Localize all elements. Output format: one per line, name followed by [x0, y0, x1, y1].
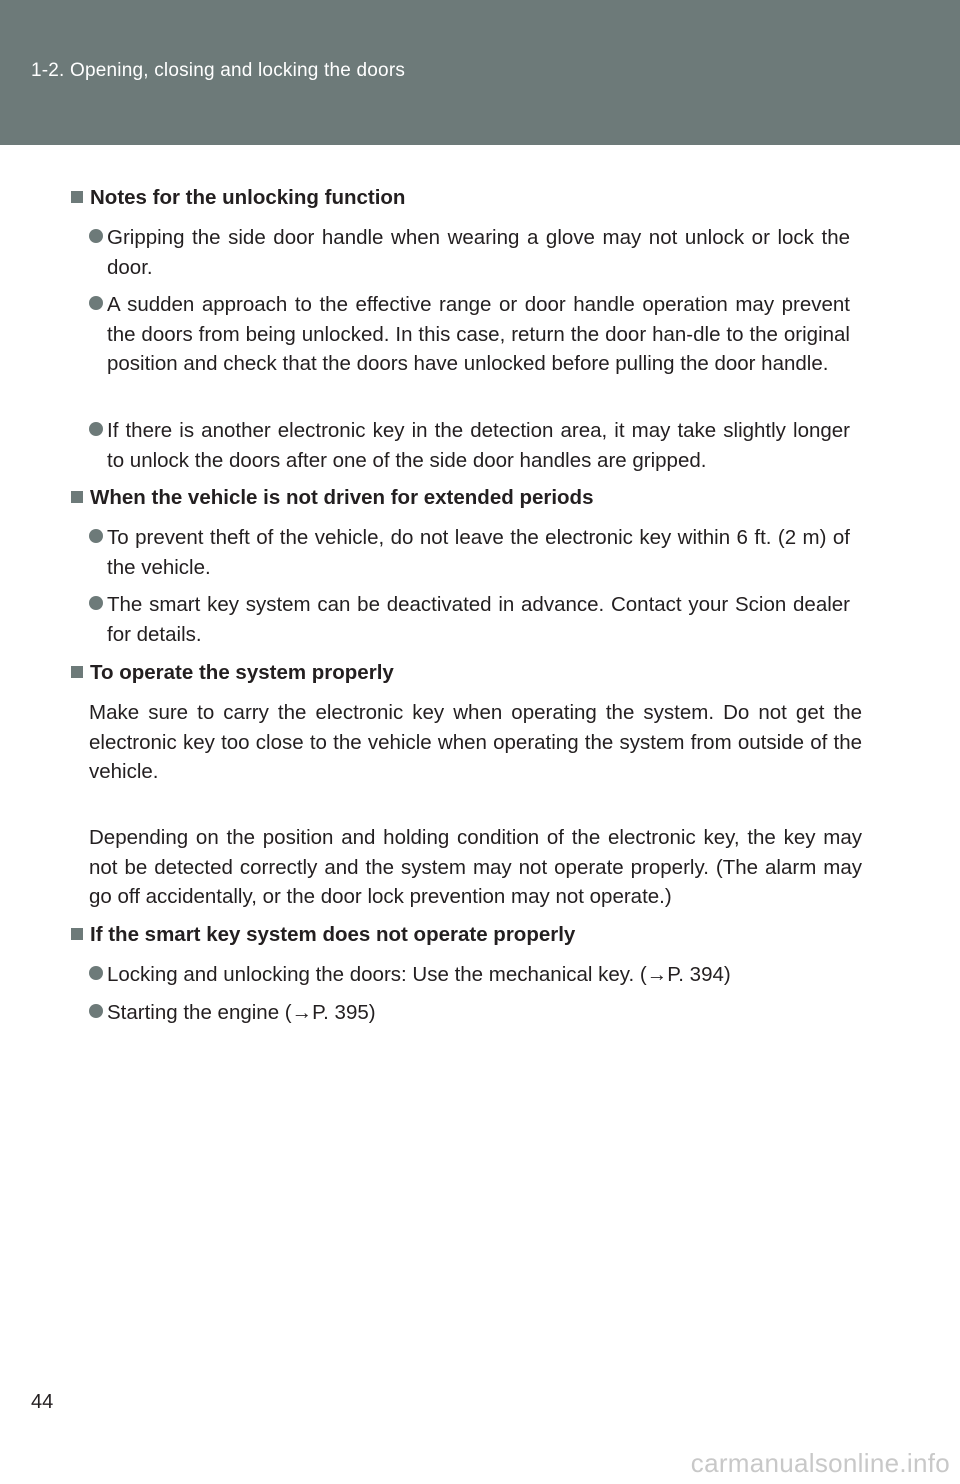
- paragraph: Make sure to carry the electronic key when operating the system. Do not get the electronic key too close to the vehicle when operating the system from outside of the vehicle.: [89, 701, 862, 783]
- bullet-text: The smart key system can be deactivated in advance. Contact your Scion dealer for details.: [107, 593, 850, 646]
- bullet-text: To prevent theft of the vehicle, do not leave the electronic key within 6 ft. (2 m) of the vehicle.: [107, 526, 850, 579]
- round-bullet-icon: [89, 596, 103, 610]
- paragraph: Depending on the position and holding condition of the electronic key, the key may not be detected correctly and the system may not operate properly. (The alarm may go off accidentally, or the door lock prevention may not operate.): [89, 826, 862, 908]
- bullet-text: Locking and unlocking the doors: Use the mechanical key. (→P. 394): [107, 963, 731, 986]
- round-bullet-icon: [89, 966, 103, 980]
- list-item: [89, 290, 850, 379]
- list-item: [89, 223, 850, 282]
- round-bullet-icon: [89, 229, 103, 243]
- chapter-title: 1-2. Opening, closing and locking the doors: [31, 60, 406, 81]
- heading-text: If the smart key system does not operate properly: [90, 923, 576, 946]
- section-heading-unlocking: [71, 185, 405, 211]
- bullet-text: Gripping the side door handle when wearing a glove may not unlock or lock the door.: [107, 226, 850, 279]
- square-bullet-icon: [71, 191, 83, 203]
- list-item: [89, 590, 850, 649]
- watermark: carmanualsonline.info: [690, 1448, 950, 1478]
- list-item: [89, 523, 850, 582]
- section-heading-extended-periods: [71, 485, 593, 511]
- list-item: [89, 416, 850, 475]
- bullet-text: If there is another electronic key in the detection area, it may take slightly longer to unlock the doors after one of the side door handles are gripped.: [107, 419, 850, 472]
- chapter-header-bar: [0, 0, 960, 145]
- round-bullet-icon: [89, 529, 103, 543]
- round-bullet-icon: [89, 1004, 103, 1018]
- heading-text: Notes for the unlocking function: [90, 186, 406, 209]
- list-item: [89, 998, 850, 1028]
- page-number: 44: [31, 1391, 54, 1413]
- round-bullet-icon: [89, 422, 103, 436]
- heading-text: When the vehicle is not driven for extended periods: [90, 486, 594, 509]
- square-bullet-icon: [71, 491, 83, 503]
- heading-text: To operate the system properly: [90, 661, 394, 684]
- square-bullet-icon: [71, 666, 83, 678]
- bullet-text: A sudden approach to the effective range or door handle operation may prevent the doors from being unlocked. In this case, return the door han-dle to the original position and check that the doors have unlocked before pulling the door handle.: [107, 293, 850, 375]
- list-item: [89, 960, 850, 990]
- section-heading-not-operate: [71, 922, 575, 948]
- square-bullet-icon: [71, 928, 83, 940]
- bullet-text: Starting the engine (→P. 395): [107, 1001, 376, 1024]
- round-bullet-icon: [89, 296, 103, 310]
- section-heading-operate-properly: [71, 660, 394, 686]
